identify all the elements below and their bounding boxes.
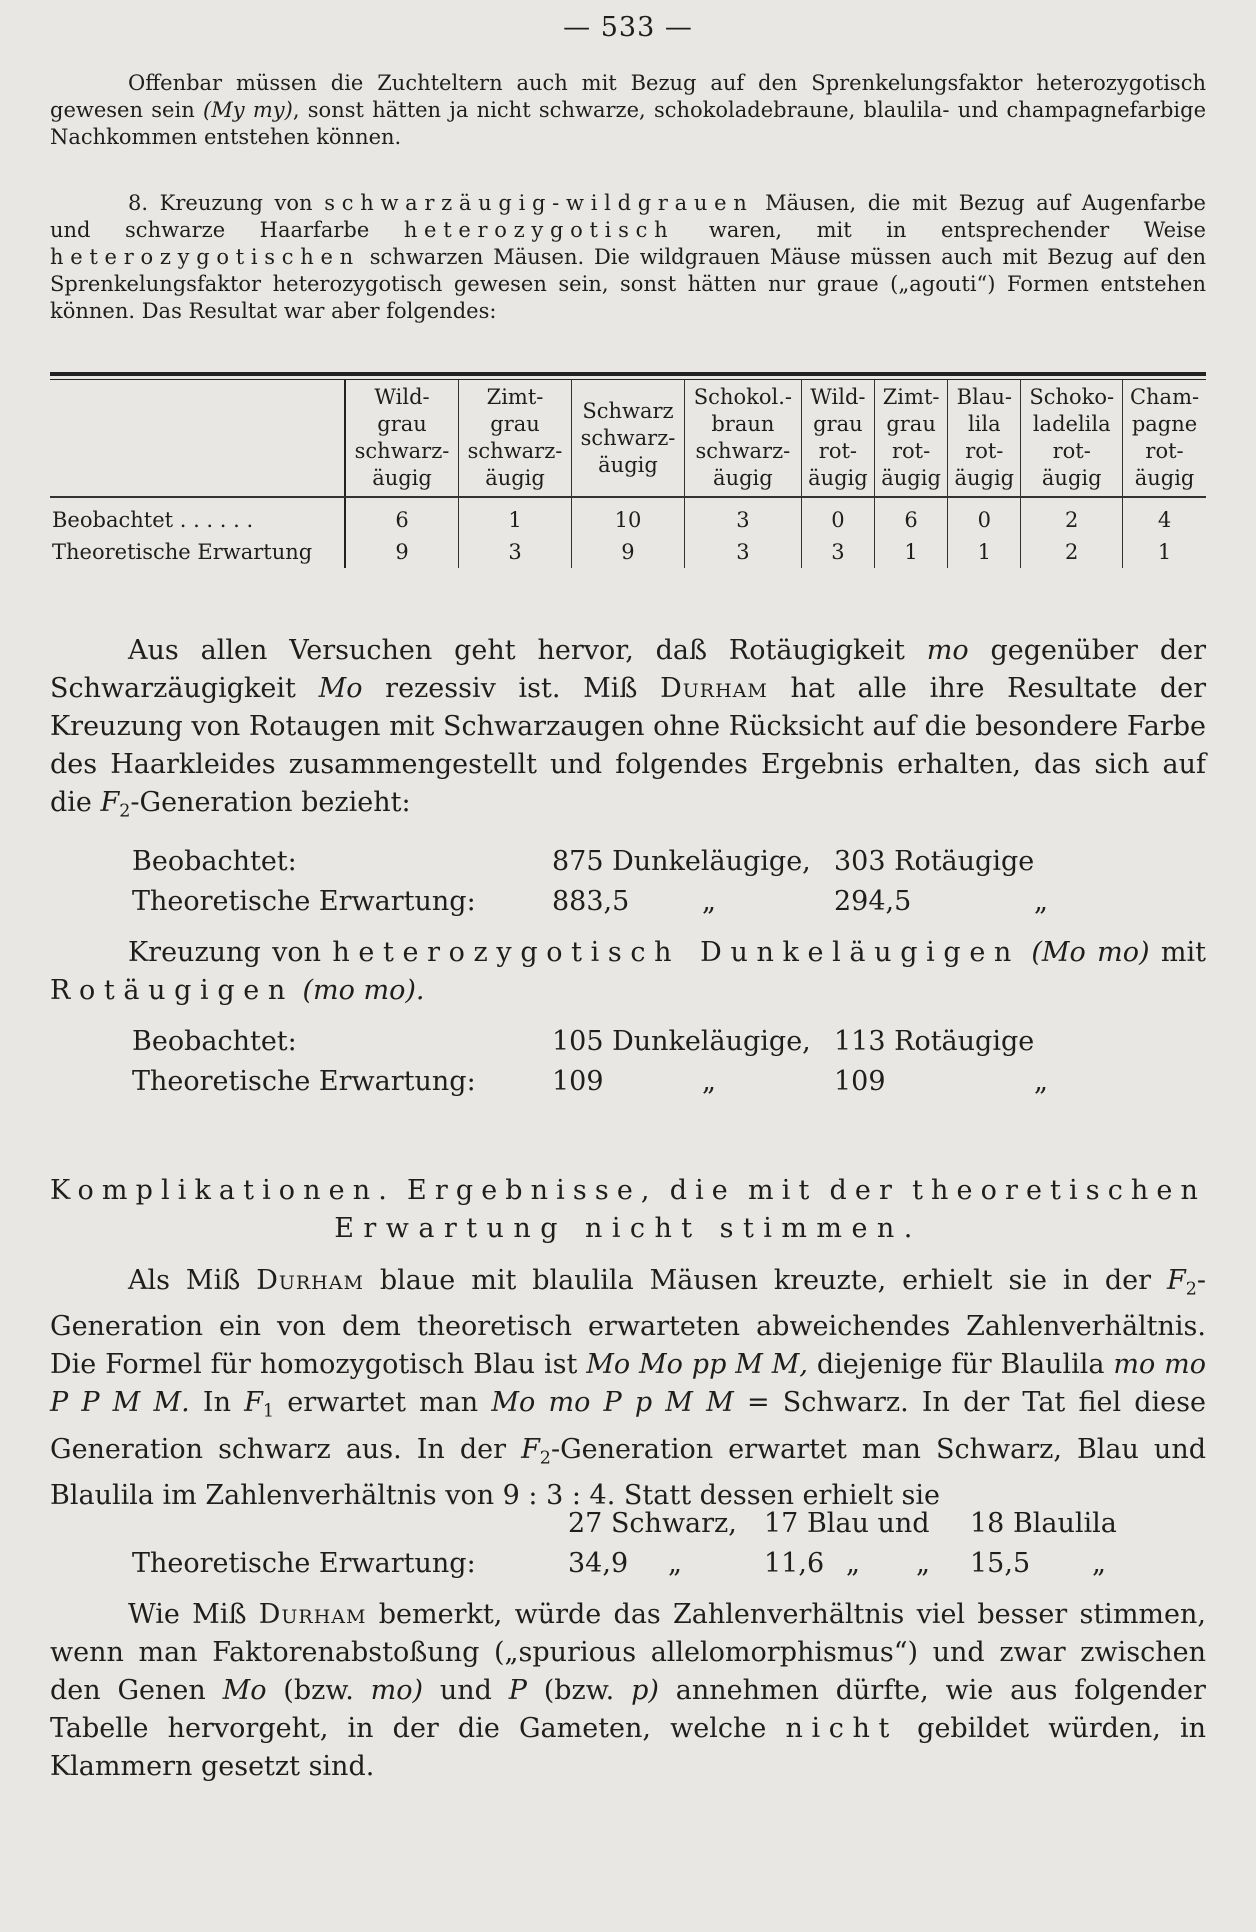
- exp-label: Theoretische Erwartung:: [132, 886, 476, 917]
- col-header: Zimt- grau rot- äugig: [875, 380, 948, 497]
- table-cell: 3: [684, 536, 801, 568]
- col-header: Blau- lila rot- äugig: [948, 380, 1021, 497]
- exp-value-c: 15,5: [970, 1548, 1031, 1579]
- table-corner: [50, 380, 345, 497]
- text: gegenüber der Schwarzäugigkeit: [50, 635, 1206, 704]
- table-cell: 2: [1021, 536, 1123, 568]
- col-header: Wild- grau rot- äugig: [801, 380, 874, 497]
- text: annehmen dürfte, wie aus folgender Tabelle hervorgeht, in der die Gameten, welche: [50, 1675, 1206, 1744]
- table-cell: 4: [1123, 497, 1206, 536]
- results-table: [50, 372, 1206, 568]
- text: rezessiv ist. Miß: [385, 673, 638, 704]
- paragraph-blue: [50, 1262, 1206, 1515]
- intro-text: Offenbar müssen die Zuchteltern auch mit Bezug auf den Sprenkelungsfaktor heterozygotisch gewesen sein: [50, 71, 1206, 122]
- table-cell: 6: [345, 497, 459, 536]
- text: Als Miß: [128, 1265, 241, 1296]
- text: -Generation ein von dem theoretisch erwarteten abweichendes Zahlenverhältnis. Die Formel für homozygotisch Blau ist: [50, 1265, 1206, 1381]
- genotype: mo mo P P M M.: [50, 1349, 1206, 1419]
- subscript: 2: [539, 1447, 551, 1468]
- table-cell: 1: [459, 497, 572, 536]
- obs-value-b: 113 Rotäugige: [834, 1026, 1035, 1057]
- heading-word: der: [829, 1175, 900, 1206]
- exp-value-b: 109: [834, 1066, 886, 1097]
- table-cell: 10: [572, 497, 685, 536]
- text: -Generation erwartet man Schwarz, Blau und Blaulila im Zahlenverhältnis von 9 : 3 : 4. Statt dessen erhielt sie: [50, 1433, 1206, 1511]
- obs-value-a: 875 Dunkeläugige,: [552, 846, 811, 877]
- paragraph-rotaeugigkeit: [50, 632, 1206, 830]
- exp-value-a: 34,9: [568, 1548, 629, 1579]
- genotype: (mo mo).: [302, 975, 425, 1006]
- exp-label: Theoretische Erwartung:: [132, 1548, 476, 1579]
- p8-spaced-f: heterozygotischen: [50, 245, 360, 269]
- intro-paragraph: [50, 70, 1206, 151]
- table-row: [50, 536, 1206, 568]
- paragraph-last: [50, 1596, 1206, 1786]
- col-header: Schwarz schwarz- äugig: [572, 380, 685, 497]
- generation-symbol: F: [1166, 1265, 1186, 1296]
- row-label: Theoretische Erwartung: [52, 540, 313, 564]
- col-header: Cham- pagne rot- äugig: [1123, 380, 1206, 497]
- obs-value-b: 17 Blau und: [764, 1508, 930, 1539]
- exp-value-b: 294,5: [834, 886, 912, 917]
- text: hat alle ihre Resultate der Kreuzung von Rotaugen mit Schwarzaugen ohne Rücksicht auf die besondere Farbe des Haarkleides zusammengestellt und folgendes Ergebnis erhalten, das sich auf die: [50, 673, 1206, 818]
- text: Wie Miß: [128, 1599, 247, 1630]
- gene-symbol: mo: [926, 635, 969, 666]
- table-cell: 3: [459, 536, 572, 568]
- author-name: Durham: [256, 1265, 364, 1296]
- exp-value-a: 883,5: [552, 886, 630, 917]
- p8-text-g: schwarzen Mäusen. Die wildgrauen Mäuse müssen auch mit Bezug auf den Sprenkelungsfaktor heterozygotisch gewesen sein, sonst hätten nur graue („agouti“) Formen entstehen können. Das Resultat war aber folgendes:: [50, 245, 1206, 323]
- table-cell: 0: [801, 497, 874, 536]
- table-cell: 1: [948, 536, 1021, 568]
- heading-word: die: [669, 1175, 736, 1206]
- ditto-mark: „: [668, 1548, 682, 1579]
- genotype: Mo Mo pp M M,: [586, 1349, 808, 1381]
- page: [50, 0, 1206, 1932]
- p8-text-e: waren, mit in entsprechender Weise: [708, 218, 1206, 242]
- gene-symbol: Mo: [318, 673, 363, 704]
- col-header: Schokol.- braun schwarz- äugig: [684, 380, 801, 497]
- text: = Schwarz. In der Tat fiel diese Generation schwarz aus. In der: [50, 1387, 1206, 1465]
- table-header-row: [50, 380, 1206, 497]
- p8-text-a: 8. Kreuzung von: [128, 191, 313, 215]
- obs-value-a: 105 Dunkeläugige,: [552, 1026, 811, 1057]
- text: gebildet würden, in Klammern gesetzt sind.: [50, 1713, 1206, 1782]
- text: In: [202, 1387, 231, 1419]
- ditto-mark: „: [702, 886, 716, 917]
- ditto-mark: „: [916, 1548, 930, 1579]
- gene-symbol: P: [508, 1675, 527, 1706]
- intro-rest: , sonst hätten ja nicht schwarze, schokoladebraune, blaulila- und champagnefarbige Nachkommen entstehen können.: [50, 98, 1206, 149]
- genotype: (Mo mo): [1031, 937, 1150, 968]
- paragraph-cross: [50, 934, 1206, 1010]
- text: blaue mit blaulila Mäusen kreuzte, erhielt sie in der: [379, 1265, 1152, 1296]
- heading-word: Komplikationen.: [50, 1175, 395, 1206]
- table-cell: 0: [948, 497, 1021, 536]
- ditto-mark: „: [1092, 1548, 1106, 1579]
- intro-formula: (My my): [203, 98, 293, 122]
- table-cell: 9: [572, 536, 685, 568]
- table-cell: 1: [1123, 536, 1206, 568]
- p8-spaced-d: heterozygotisch: [403, 218, 675, 242]
- table-cell: 1: [875, 536, 948, 568]
- ditto-mark: „: [1034, 1066, 1048, 1097]
- col-header: Schoko- ladelila rot- äugig: [1021, 380, 1123, 497]
- table-cell: 2: [1021, 497, 1123, 536]
- page-number: — 533 —: [563, 12, 693, 43]
- text: (bzw.: [283, 1675, 354, 1706]
- spaced-text: nicht: [785, 1713, 899, 1744]
- heading-word: mit: [748, 1175, 818, 1206]
- genotype: Mo mo P p M M: [491, 1387, 734, 1419]
- exp-value-b: 11,6: [764, 1548, 825, 1579]
- exp-label: Theoretische Erwartung:: [132, 1066, 476, 1097]
- exp-value-a: 109: [552, 1066, 604, 1097]
- ditto-mark: „: [702, 1066, 716, 1097]
- p8-spaced-b: schwarzäugig-wildgrauen: [324, 191, 754, 215]
- table-row: [50, 497, 1206, 536]
- obs-value-a: 27 Schwarz,: [568, 1508, 737, 1539]
- ditto-mark: „: [1034, 886, 1048, 917]
- obs-label: Beobachtet:: [132, 846, 297, 877]
- gene-symbol: Mo: [222, 1675, 267, 1706]
- table-cell: 6: [875, 497, 948, 536]
- p8-text-c: Mäusen, die mit Bezug auf Augenfarbe und schwarze Haarfarbe: [50, 191, 1206, 242]
- author-name: Durham: [660, 673, 768, 704]
- text: Aus allen Versuchen geht hervor, daß Rotäugigkeit: [128, 635, 905, 666]
- subscript: 2: [1185, 1279, 1197, 1300]
- text: erwartet man: [287, 1387, 479, 1419]
- subscript: 2: [119, 801, 131, 822]
- ditto-mark: „: [846, 1548, 860, 1579]
- generation-symbol: F: [244, 1387, 263, 1419]
- section-heading: [50, 1172, 1206, 1248]
- col-header: Wild- grau schwarz- äugig: [345, 380, 459, 497]
- text: Kreuzung von: [128, 937, 321, 968]
- spaced-text: Rotäugigen: [50, 975, 294, 1006]
- obs-value-c: 18 Blaulila: [970, 1508, 1117, 1539]
- col-header: Zimt- grau schwarz- äugig: [459, 380, 572, 497]
- text: -Generation bezieht:: [130, 787, 411, 818]
- heading-word: theoretischen: [912, 1175, 1206, 1206]
- table-top-rule: [50, 372, 1206, 376]
- generation-symbol: F: [100, 787, 120, 818]
- subscript: 1: [262, 1401, 275, 1422]
- generation-symbol: F: [521, 1433, 540, 1465]
- heading-line-2: Erwartung nicht stimmen.: [334, 1213, 922, 1244]
- text: und: [439, 1675, 492, 1706]
- spaced-text: heterozygotisch Dunkeläugigen: [332, 937, 1020, 968]
- row-label: Beobachtet . . . . . .: [52, 508, 254, 532]
- text: bemerkt, würde das Zahlenverhältnis viel besser stimmen, wenn man Faktorenabstoßung („spurious allelomorphismus“) und zwar zwischen den Genen: [50, 1599, 1206, 1706]
- text: (bzw.: [543, 1675, 615, 1706]
- paragraph-8: [50, 190, 1206, 325]
- heading-word: Ergebnisse,: [407, 1175, 658, 1206]
- obs-label: Beobachtet:: [132, 1026, 297, 1057]
- obs-value-b: 303 Rotäugige: [834, 846, 1035, 877]
- text: diejenige für Blaulila: [816, 1349, 1105, 1381]
- gene-symbol: p): [631, 1675, 659, 1706]
- text: mit: [1160, 937, 1206, 968]
- table-cell: 3: [684, 497, 801, 536]
- gene-symbol: mo): [370, 1675, 424, 1706]
- table-cell: 3: [801, 536, 874, 568]
- table-cell: 9: [345, 536, 459, 568]
- author-name: Durham: [258, 1599, 367, 1630]
